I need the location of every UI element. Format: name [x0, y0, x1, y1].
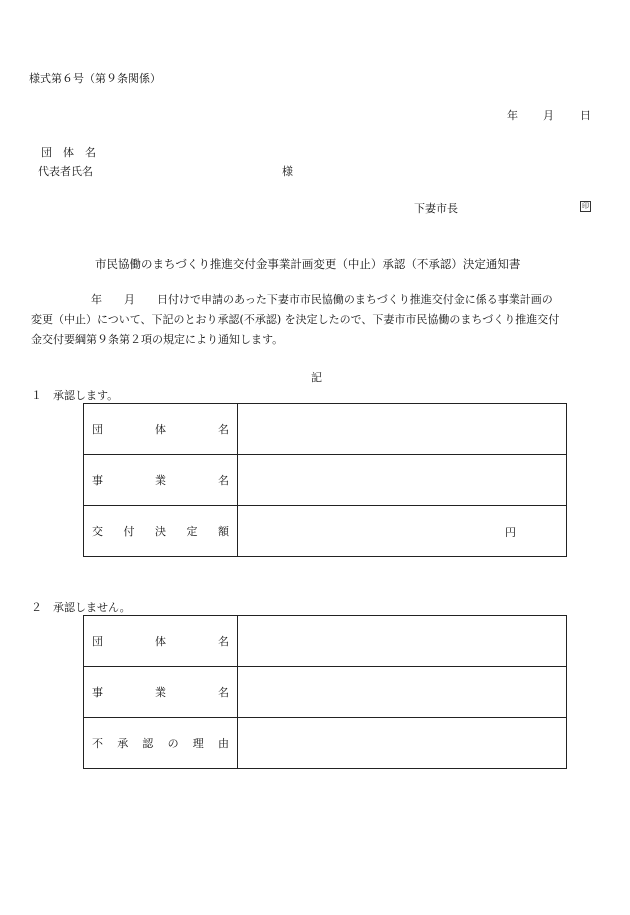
label-char: 名 [218, 423, 229, 436]
section-1-heading: １ 承認します。 [31, 389, 119, 402]
label-char: 名 [218, 686, 229, 699]
recipient-org-label: 団 体 名 [41, 146, 96, 159]
label-char: 体 [155, 635, 166, 648]
value-project-name[interactable] [238, 455, 567, 506]
approval-table [83, 403, 567, 557]
label-char: 事 [92, 474, 103, 487]
form-number: 様式第６号（第９条関係） [29, 72, 161, 85]
label-char: 理 [192, 737, 204, 750]
sender-mayor: 下妻市長 [414, 202, 458, 215]
label-char: 名 [218, 474, 229, 487]
table-row [84, 404, 567, 455]
table-row [84, 455, 567, 506]
label-org-name [84, 616, 238, 667]
label-char: 額 [218, 525, 229, 538]
section-2-heading: ２ 承認しません。 [31, 601, 131, 614]
body-line-1: 年 月 日付けで申請のあった下妻市市民協働のまちづくり推進交付金に係る事業計画の [91, 293, 553, 306]
label-project-name [84, 667, 238, 718]
label-char: 業 [155, 474, 166, 487]
label-char: 交 [92, 525, 103, 538]
label-rejection-reason [84, 718, 238, 769]
table-row [84, 616, 567, 667]
recipient-honorific: 様 [282, 165, 293, 178]
label-char: 体 [155, 423, 166, 436]
document-title: 市民協働のまちづくり推進交付金事業計画変更（中止）承認（不承認）決定通知書 [95, 257, 521, 271]
label-char: 団 [92, 423, 103, 436]
value-org-name[interactable] [238, 404, 567, 455]
body-line-3: 金交付要綱第９条第２項の規定により通知します。 [31, 333, 284, 346]
seal-mark: 印 [582, 202, 589, 210]
label-org-name [84, 404, 238, 455]
label-char: 名 [218, 635, 229, 648]
label-char: 団 [92, 635, 103, 648]
date-year: 年 [507, 109, 518, 122]
value-org-name[interactable] [238, 616, 567, 667]
yen-unit: 円 [505, 526, 516, 539]
table-row [84, 667, 567, 718]
label-char: 不 [92, 737, 103, 750]
label-char: 付 [123, 525, 135, 538]
body-paragraph [29, 290, 609, 350]
value-grant-amount[interactable] [238, 506, 567, 557]
table-row [84, 718, 567, 769]
ki-heading: 記 [311, 371, 322, 384]
label-char: 決 [155, 525, 166, 538]
label-char: 業 [155, 686, 166, 699]
label-grant-amount [84, 506, 238, 557]
label-char: 承 [117, 737, 129, 750]
label-project-name [84, 455, 238, 506]
label-char: 由 [217, 737, 229, 750]
table-row [84, 506, 567, 557]
rejection-table [83, 615, 567, 769]
label-char: 定 [186, 525, 198, 538]
value-rejection-reason[interactable] [238, 718, 567, 769]
label-char: の [167, 737, 179, 750]
recipient-rep-label: 代表者氏名 [38, 165, 93, 178]
date-day: 日 [580, 109, 591, 122]
label-char: 事 [92, 686, 103, 699]
date-month: 月 [543, 109, 554, 122]
body-line-2: 変更（中止）について、下記のとおり承認(不承認) を決定したので、下妻市市民協働のまちづくり推進交付 [31, 313, 560, 326]
value-project-name[interactable] [238, 667, 567, 718]
label-char: 認 [142, 737, 154, 750]
